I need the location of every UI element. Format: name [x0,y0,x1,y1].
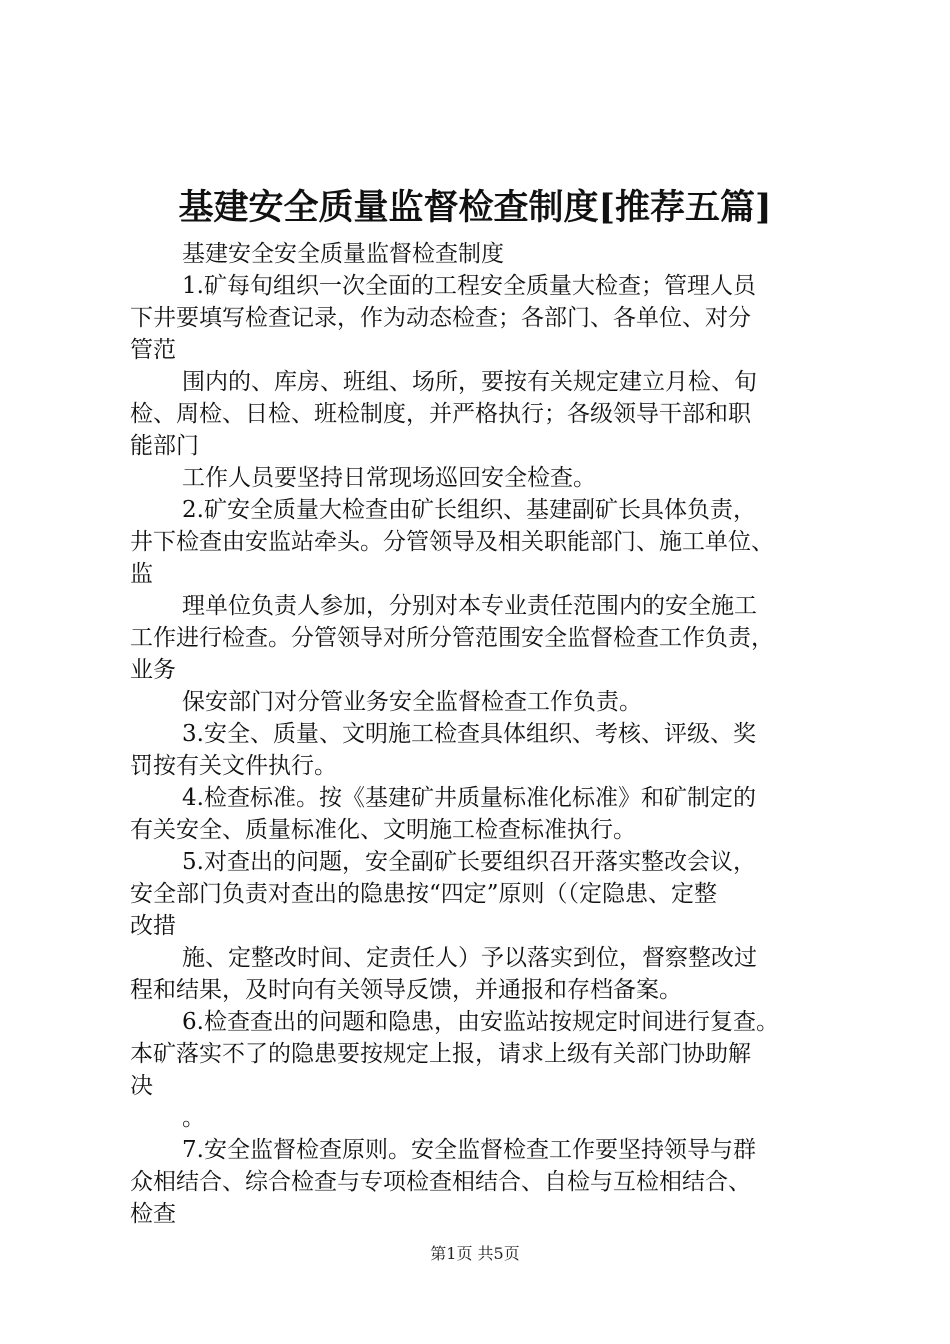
paragraph-line: 3.安全、质量、文明施工检查具体组织、考核、评级、奖 [182,721,756,747]
paragraph-line: 程和结果，及时向有关领导反馈，并通报和存档备案。 [130,977,682,1003]
section-heading: 基建安全安全质量监督检查制度 [182,241,504,267]
paragraph-line: 工作进行检查。分管领导对所分管范围安全监督检查工作负责， [130,625,774,651]
paragraph-line: 工作人员要坚持日常现场巡回安全检查。 [182,465,596,491]
paragraph-line: 施、定整改时间、定责任人）予以落实到位，督察整改过 [182,945,757,971]
paragraph-line: 检、周检、日检、班检制度，并严格执行；各级领导干部和职 [130,401,751,427]
paragraph-line: 7.安全监督检查原则。安全监督检查工作要坚持领导与群 [182,1137,756,1163]
paragraph-line: 保安部门对分管业务安全监督检查工作负责。 [182,689,642,715]
paragraph-line: 下井要填写检查记录，作为动态检查；各部门、各单位、对分 [130,305,751,331]
paragraph-line: 决 [130,1073,153,1099]
paragraph-line: 众相结合、综合检查与专项检查相结合、自检与互检相结合、 [130,1169,751,1195]
page-number: 第1页 共5页 [430,1244,520,1263]
paragraph-line: 检查 [130,1201,176,1227]
paragraph-line: 理单位负责人参加，分别对本专业责任范围内的安全施工 [182,593,757,619]
paragraph-line: 管范 [130,337,176,363]
paragraph-line: 业务 [130,657,176,683]
paragraph-line: 5.对查出的问题，安全副矿长要组织召开落实整改会议， [182,849,756,875]
paragraph-line: 。 [182,1105,205,1131]
document-title: 基建安全质量监督检查制度[推荐五篇] [178,187,772,228]
paragraph-line: 1.矿每旬组织一次全面的工程安全质量大检查；管理人员 [182,273,756,299]
paragraph-line: 改措 [130,913,176,939]
paragraph-line: 围内的、库房、班组、场所，要按有关规定建立月检、旬 [182,369,757,395]
paragraph-line: 安全部门负责对查出的隐患按“四定”原则（（定隐患、定整 [130,881,718,907]
paragraph-line: 井下检查由安监站牵头。分管领导及相关职能部门、施工单位、 [130,529,774,555]
paragraph-line: 6.检查查出的问题和隐患，由安监站按规定时间进行复查。 [182,1009,779,1035]
paragraph-line: 有关安全、质量标准化、文明施工检查标准执行。 [130,817,636,843]
paragraph-line: 4.检查标准。按《基建矿井质量标准化标准》和矿制定的 [182,785,756,811]
paragraph-line: 罚按有关文件执行。 [130,753,337,779]
paragraph-line: 本矿落实不了的隐患要按规定上报，请求上级有关部门协助解 [130,1041,751,1067]
paragraph-line: 2.矿安全质量大检查由矿长组织、基建副矿长具体负责， [182,497,756,523]
paragraph-line: 能部门 [130,433,199,459]
paragraph-line: 监 [130,561,153,587]
